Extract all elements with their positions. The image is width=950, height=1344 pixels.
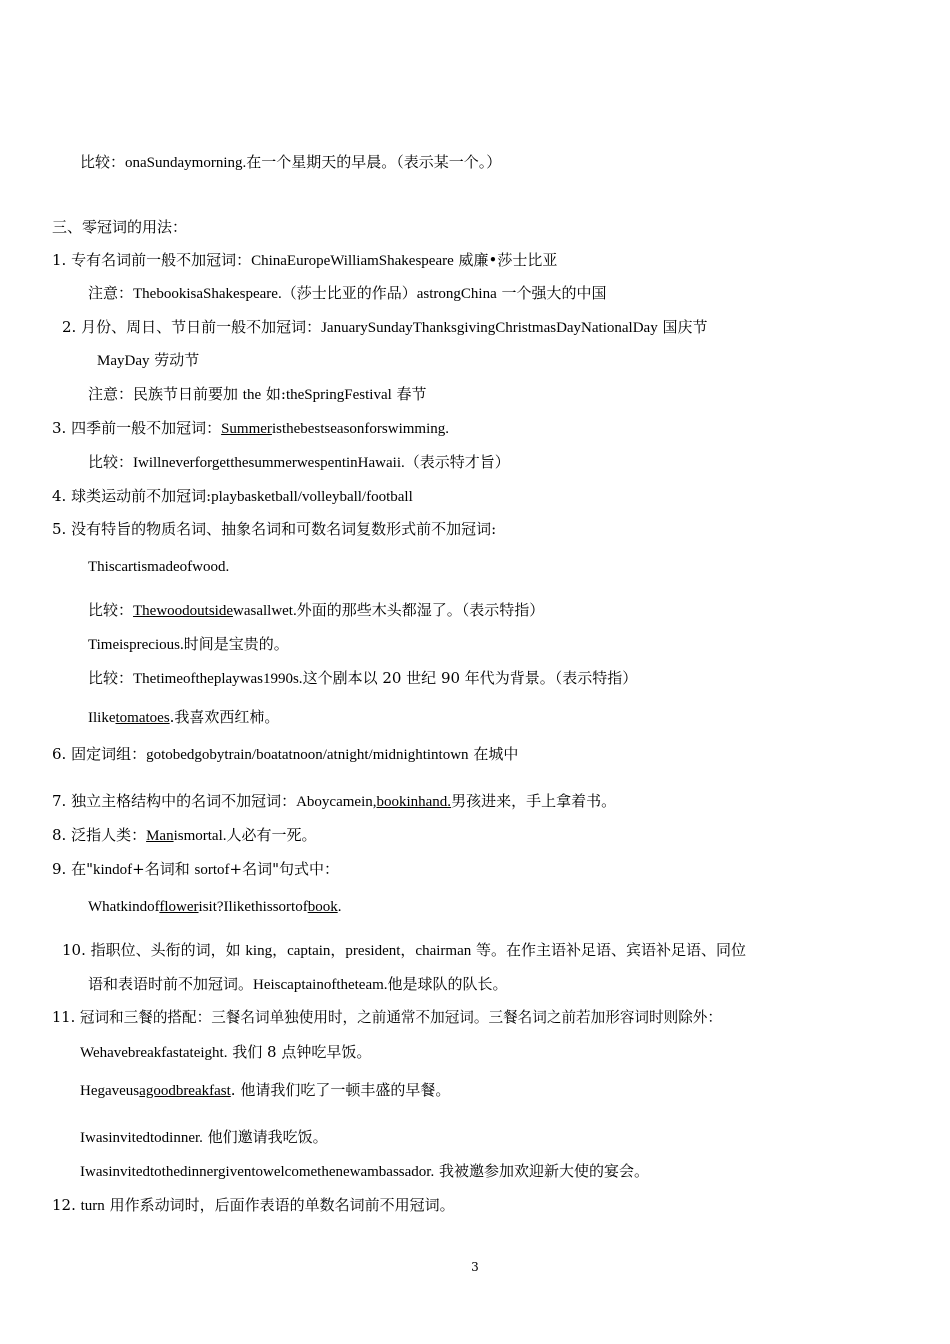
text-line: Whatkindofflowerisit?Ilikethissortofbook.	[88, 899, 342, 915]
text-line: Thiscartismadeofwood.	[88, 559, 230, 575]
text-line: Wehavebreakfastateight. 我们 8 点钟吃早饭。	[80, 1043, 372, 1061]
text-line: Iwasinvitedtodinner. 他们邀请我吃饭。	[80, 1128, 328, 1146]
text-line: 比较：Thewoodoutsidewasallwet.外面的那些木头都湿了。（表示特指）	[88, 601, 545, 619]
section-heading: 三、零冠词的用法：	[52, 218, 188, 236]
list-item: 7. 独立主格结构中的名词不加冠词：Aboycamein,bookinhand.男孩进来，手上拿着书。	[52, 792, 617, 810]
list-item: 11. 冠词和三餐的搭配：三餐名词单独使用时，之前通常不加冠词。三餐名词之前若加形容词时则除外：	[52, 1009, 722, 1026]
list-item: 1. 专有名词前一般不加冠词：ChinaEuropeWilliamShakespeare 威廉•莎士比亚	[52, 251, 558, 269]
text-line: 注意：民族节日前要加 the 如:theSpringFestival 春节	[88, 385, 427, 403]
list-item: 12. turn 用作系动词时，后面作表语的单数名词前不用冠词。	[52, 1196, 455, 1214]
text-line: MayDay 劳动节	[97, 351, 200, 369]
text-line: 比较：IwillneverforgetthesummerwespentinHawaii.（表示特才旨）	[88, 453, 510, 471]
text-line: 语和表语时前不加冠词。Heiscaptainoftheteam.他是球队的队长。	[88, 975, 508, 993]
text-line: Iliketomatoes.我喜欢西红柿。	[88, 708, 280, 726]
list-item: 5. 没有特旨的物质名词、抽象名词和可数名词复数形式前不加冠词:	[52, 520, 497, 538]
list-item: 3. 四季前一般不加冠词：Summeristhebestseasonforswimming.	[52, 419, 450, 437]
list-item: 8. 泛指人类：Manismortal.人必有一死。	[52, 826, 317, 844]
text-line: Iwasinvitedtothedinnergiventowelcomethenewambassador. 我被邀参加欢迎新大使的宴会。	[80, 1162, 649, 1180]
text-line: Hegaveusagoodbreakfast. 他请我们吃了一顿丰盛的早餐。	[80, 1081, 451, 1099]
text-line: 比较：Thetimeoftheplaywas1990s.这个剧本以 20 世纪 90 年代为背景。（表示特指）	[88, 669, 638, 687]
list-item: 2. 月份、周日、节日前一般不加冠词：JanuarySundayThanksgivingChristmasDayNationalDay 国庆节	[62, 318, 708, 336]
list-item: 6. 固定词组：gotobedgobytrain/boatatnoon/atnight/midnightintown 在城中	[52, 745, 519, 763]
text-line: 注意：ThebookisaShakespeare.（莎士比亚的作品）astrongChina 一个强大的中国	[88, 284, 607, 302]
list-item: 9. 在"kindof+名词和 sortof+名词"句式中：	[52, 860, 339, 878]
text-line: Timeisprecious.时间是宝贵的。	[88, 635, 289, 653]
text-line: 比较：onaSundaymorning.在一个星期天的早晨。（表示某一个。）	[80, 153, 502, 171]
list-item: 4. 球类运动前不加冠词:playbasketball/volleyball/football	[52, 487, 413, 505]
page-number: 3	[471, 1260, 479, 1274]
list-item: 10. 指职位、头衔的词，如 king，captain，president，chairman 等。在作主语补足语、宾语补足语、同位	[62, 941, 747, 959]
